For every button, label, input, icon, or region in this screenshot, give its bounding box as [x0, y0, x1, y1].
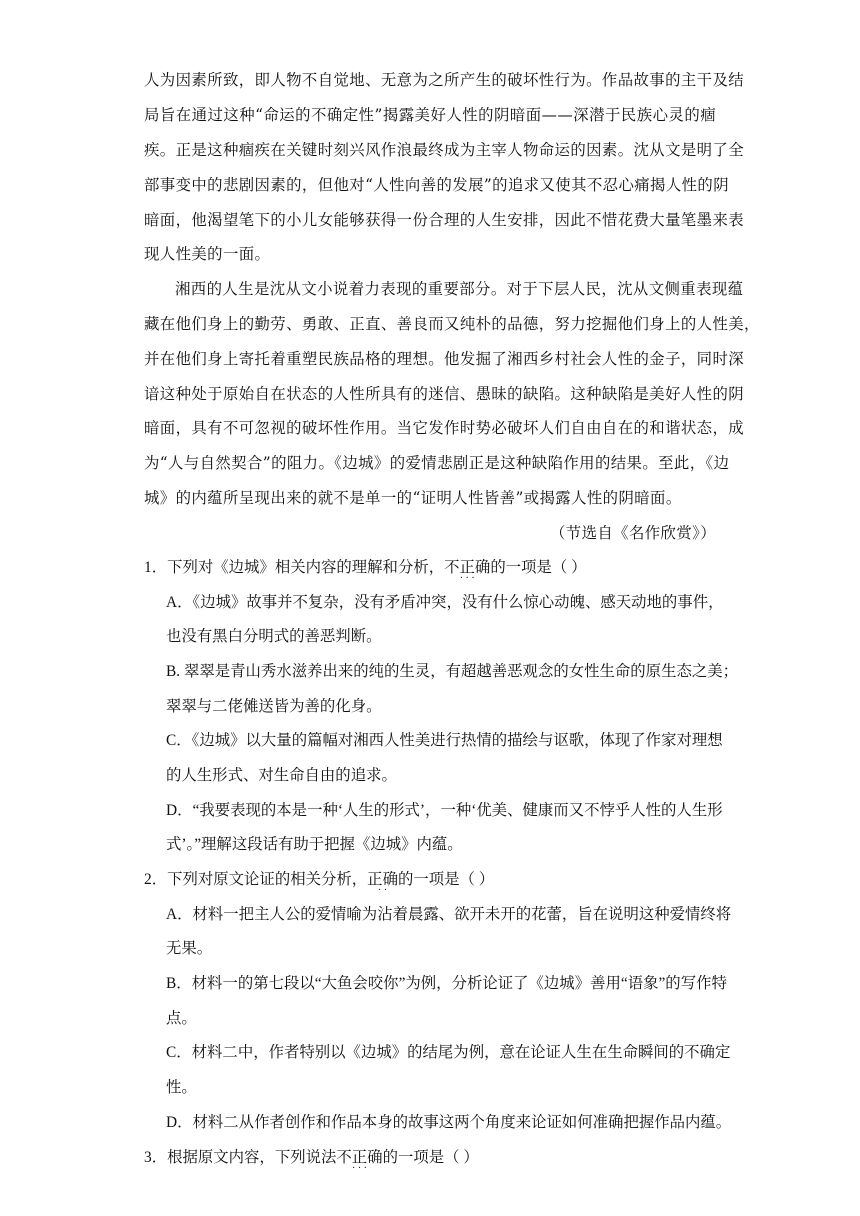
option-c-line: C．《边城》以大量的篇幅对湘西人性美进行热情的描绘与讴歌，体现了作家对理想	[166, 732, 723, 749]
option-b-line: B．材料一的第七段以“大鱼会咬你”为例，分析论证了《边城》善用“语象”的写作特	[166, 975, 727, 992]
option-b-line: B. 翠翠是青山秀水滋养出来的纯的生灵，有超越善恶观念的女性生命的原生态之美；	[166, 663, 739, 680]
option-c-line: 性。	[166, 1079, 197, 1096]
question-1-stem	[144, 558, 587, 584]
option-a-line: 无果。	[166, 940, 213, 957]
emphasis-text	[444, 559, 491, 584]
question-stem-text: 的一项是（ ）	[382, 1149, 479, 1166]
option-a-line: 也没有黑白分明式的善恶判断。	[166, 628, 382, 645]
option-d-line: 式’。”理解这段话有助于把握《边城》内蕴。	[166, 836, 463, 853]
source-citation: （节选自《名作欣赏》）	[550, 524, 716, 542]
passage-line: 城》的内蕴所呈现出来的就不是单一的“证明人性皆善”或揭露人性的阴暗面。	[144, 489, 682, 507]
question-stem-text: 2．下列对原文论证的相关分析，	[144, 871, 368, 888]
emphasis-word: 不正确	[444, 559, 491, 576]
passage-line: 局旨在通过这种“命运的不确定性”揭露美好人性的阴暗面——深潜于民族心灵的痼	[144, 106, 716, 124]
passage-line: 部事变中的悲剧因素的，但他对“人性向善的发展”的追求又使其不忍心痛揭人性的阴	[144, 176, 729, 194]
option-a-line: A．材料一把主人公的爱情喻为沾着晨露、欲开未开的花蕾，旨在说明这种爱情终将	[166, 906, 732, 923]
emphasis-dots: · · ·	[351, 1163, 367, 1174]
emphasis-dots: · ·	[377, 885, 388, 896]
question-stem-text: 1．下列对《边城》相关内容的理解和分析，	[144, 559, 445, 576]
emphasis-text	[367, 871, 398, 896]
passage-line: 谙这种处于原始自在状态的人性所具有的迷信、愚昧的缺陷。这种缺陷是美好人性的阴	[144, 385, 745, 403]
emphasis-word: 正确	[367, 871, 398, 888]
passage-line: 暗面，具有不可忽视的破坏性作用。当它发作时势必破坏人们自由自在的和谐状态，成	[144, 419, 745, 437]
passage-line: 湘西的人生是沈从文小说着力表现的重要部分。对于下层人民，沈从文侧重表现蕴	[175, 280, 744, 298]
emphasis-text	[336, 1149, 383, 1174]
passage-line: 并在他们身上寄托着重塑民族品格的理想。他发掘了湘西乡村社会人性的金子，同时深	[144, 350, 745, 368]
question-stem-text: 的一项是（ ）	[397, 871, 495, 888]
option-d-line: D．材料二从作者创作和作品本身的故事这两个角度来论证如何准确把握作品内蕴。	[166, 1114, 732, 1131]
passage-line: 为“人与自然契合”的阻力。《边城》的爱情悲剧正是这种缺陷作用的结果。至此，《边	[144, 454, 730, 472]
option-b-line: 翠翠与二佬傩送皆为善的化身。	[166, 698, 382, 715]
emphasis-word: 不正确	[336, 1149, 383, 1166]
option-c-line: 的人生形式、对生命自由的追求。	[166, 767, 397, 784]
question-stem-text: 3．根据原文内容，下列说法	[144, 1149, 337, 1166]
question-2-stem	[144, 870, 495, 896]
question-3-stem	[144, 1148, 479, 1174]
passage-line: 现人性美的一面。	[144, 245, 271, 263]
passage-line: 疾。正是这种痼疾在关键时刻兴风作浪最终成为主宰人物命运的因素。沈从文是明了全	[144, 141, 745, 159]
option-d-line: D．“我要表现的本是一种‘人生的形式’，一种‘优美、健康而又不悖乎人性的人生形	[166, 802, 723, 819]
emphasis-dots: · · ·	[459, 573, 475, 584]
passage-line: 暗面，他渴望笔下的小儿女能够获得一份合理的人生安排，因此不惜花费大量笔墨来表	[144, 211, 745, 229]
option-a-line: A．《边城》故事并不复杂，没有矛盾冲突，没有什么惊心动魄、感天动地的事件，	[166, 594, 724, 611]
passage-line: 人为因素所致，即人物不自觉地、无意为之所产生的破坏性行为。作品故事的主干及结	[144, 71, 745, 89]
passage-line: 藏在他们身上的勤劳、勇敢、正直、善良而又纯朴的品德，努力挖掘他们身上的人性美，	[144, 315, 760, 333]
question-stem-text: 的一项是（ ）	[490, 559, 587, 576]
option-b-line: 点。	[166, 1010, 197, 1027]
option-c-line: C．材料二中，作者特别以《边城》的结尾为例，意在论证人生在生命瞬间的不确定	[166, 1044, 731, 1061]
